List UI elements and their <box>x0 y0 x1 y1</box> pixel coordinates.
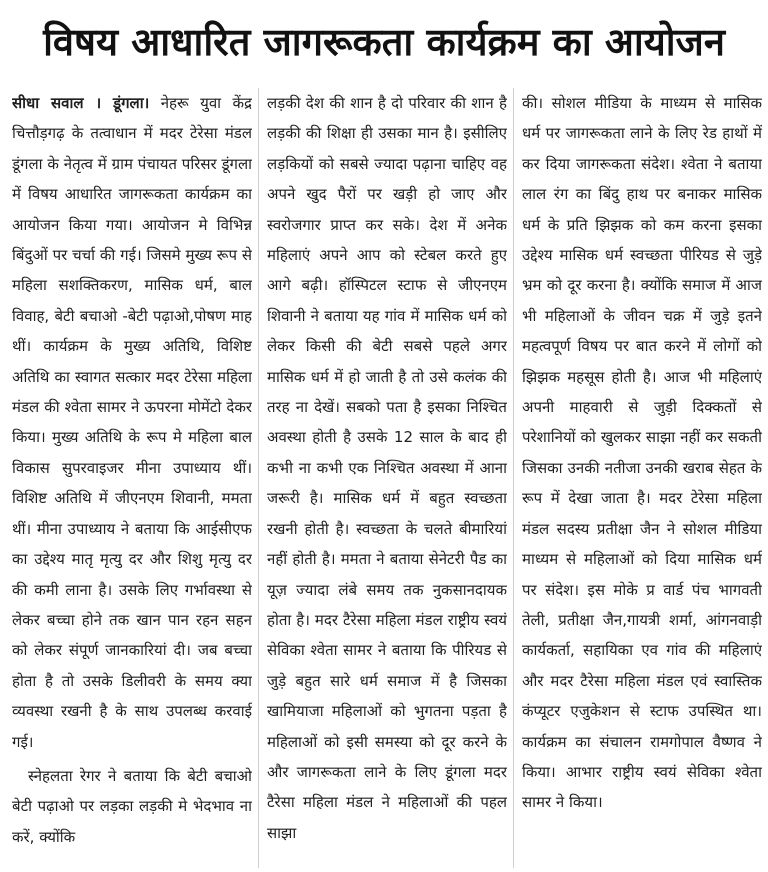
article-column-3 <box>513 88 762 868</box>
dateline: सीधा सवाल । डूंगला। <box>12 94 150 112</box>
paragraph-4: की। सोशल मीडिया के माध्यम से मासिक धर्म पर जागरूकता लाने के लिए रेड हाथों में कर दिया जागरूकता संदेश। श्वेता ने बताया लाल रंग का बिंदु हाथ पर बनाकर मासिक धर्म के प्रति झिझक को कम करना इसका उद्देश्य मासिक धर्म स्वच्छता पीरियड से जुड़े भ्रम को दूर करना है। क्योंकि समाज में आज भी महिलाओं के जीवन चक्र में जुड़े इतने महत्वपूर्ण विषय पर बात करने में लोगों को झिझक महसूस होती है। आज भी महिलाएं अपनी माहवारी से जुड़ी दिक्कतों से परेशानियों को खुलकर साझा नहीं कर सकती जिसका उनकी नतीजा उनकी खराब सेहत के रूप में देखा जाता है। मदर टेरेसा महिला मंडल सदस्य प्रतीक्षा जैन ने सोशल मीडिया माध्यम से महिलाओं को दिया मासिक धर्म पर संदेश। इस मोके प्र वार्ड पंच भागवती तेली, प्रतीक्षा जैन,गायत्री शर्मा, आंगनवाड़ी कार्यकर्ता, सहायिका एव गांव की महिलाएं और मदर टैरेसा महिला मंडल एवं स्वास्तिक कंप्यूटर एजुकेशन से स्टाफ उपस्थित था। कार्यक्रम का संचालन रामगोपाल वैष्णव ने किया। आभार राष्ट्रीय स्वयं सेविका श्वेता सामर ने किया। <box>522 94 762 812</box>
article-headline: विषय आधारित जागरूकता कार्यक्रम का आयोजन <box>43 20 725 64</box>
article-column-2 <box>258 88 507 868</box>
paragraph-2: स्नेहलता रेगर ने बताया कि बेटी बचाओ बेटी पढ़ाओ पर लड़का लड़की मे भेदभाव ना करें, क्योंकि <box>12 766 252 846</box>
paragraph-3: लड़की देश की शान है दो परिवार की शान है लड़की की शिक्षा ही उसका मान है। इसीलिए लड़कियों को सबसे ज्यादा पढ़ाना चाहिए वह अपने खुद पैरों पर खड़ी हो जाए और स्वरोजगार प्राप्त कर सके। देश में अनेक महिलाएं अपने आप को स्टेबल करते हुए आगे बढ़ी। हॉस्पिटल स्टाफ से जीएनएम शिवानी ने बताया यह गांव में मासिक धर्म को लेकर किसी की बेटी सबसे पहले अगर मासिक धर्म में हो जाती है तो उसे कलंक की तरह ना देखें। सबको पता है इसका निश्चित अवस्था होती है उसके 12 साल के बाद ही कभी ना कभी एक निश्चित अवस्था में आना जरूरी है। मासिक धर्म में बहुत स्वच्छता रखनी होती है। स्वच्छता के चलते बीमारियां नहीं होती है। ममता ने बताया सेनेटरी पैड का यूज़ ज्यादा लंबे समय तक नुकसानदायक होता है। मदर टैरेसा महिला मंडल राष्ट्रीय स्वयं सेविका श्वेता सामर ने बताया कि पीरियड से जुड़े बहुत सारे धर्म समाज में है जिसका खामियाजा महिलाओं को भुगतना पड़ता है महिलाओं को इसी समस्या को दूर करने के और जागरूकता लाने के लिए डूंगला मदर टैरेसा महिला मंडल ने महिलाओं की पहल साझा <box>267 94 507 842</box>
article-column-1 <box>12 88 252 868</box>
paragraph-1-text: नेहरू युवा केंद्र चित्तौड़गढ़ के तत्वाधान में मदर टेरेसा मंडल डूंगला के नेतृत्व में ग्राम पंचायत परिसर डूंगला में विषय आधारित जागरूकता कार्यक्रम का आयोजन किया गया। आयोजन मे विभिन्न बिंदुओं पर चर्चा की गई। जिसमे मुख्य रूप से महिला सशक्तिकरण, मासिक धर्म, बाल विवाह, बेटी बचाओ -बेटी पढ़ाओ,पोषण माह थीं। कार्यक्रम के मुख्य अतिथि, विशिष्ट अतिथि का स्वागत सत्कार मदर टेरेसा महिला मंडल की श्वेता सामर ने ऊपरना मोमेंटो देकर किया। मुख्य अतिथि के रूप मे महिला बाल विकास सुपरवाइजर मीना उपाध्याय थीं। विशिष्ट अतिथि में जीएनएम शिवानी, ममता थीं। मीना उपाध्याय ने बताया कि आईसीएफ का उद्देश्य मातृ मृत्यु दर और शिशु मृत्यु दर की कमी लाना है। उसके लिए गर्भावस्था से लेकर बच्चा होने तक खान पान रहन सहन को लेकर संपूर्ण जानकारियां दी। जब बच्चा होता है तो उसके डिलीवरी के समय क्या व्यवस्था रखनी है के साथ उपलब्ध करवाई गई। <box>12 94 252 751</box>
article-body <box>12 88 762 868</box>
paragraph-1 <box>12 88 252 757</box>
